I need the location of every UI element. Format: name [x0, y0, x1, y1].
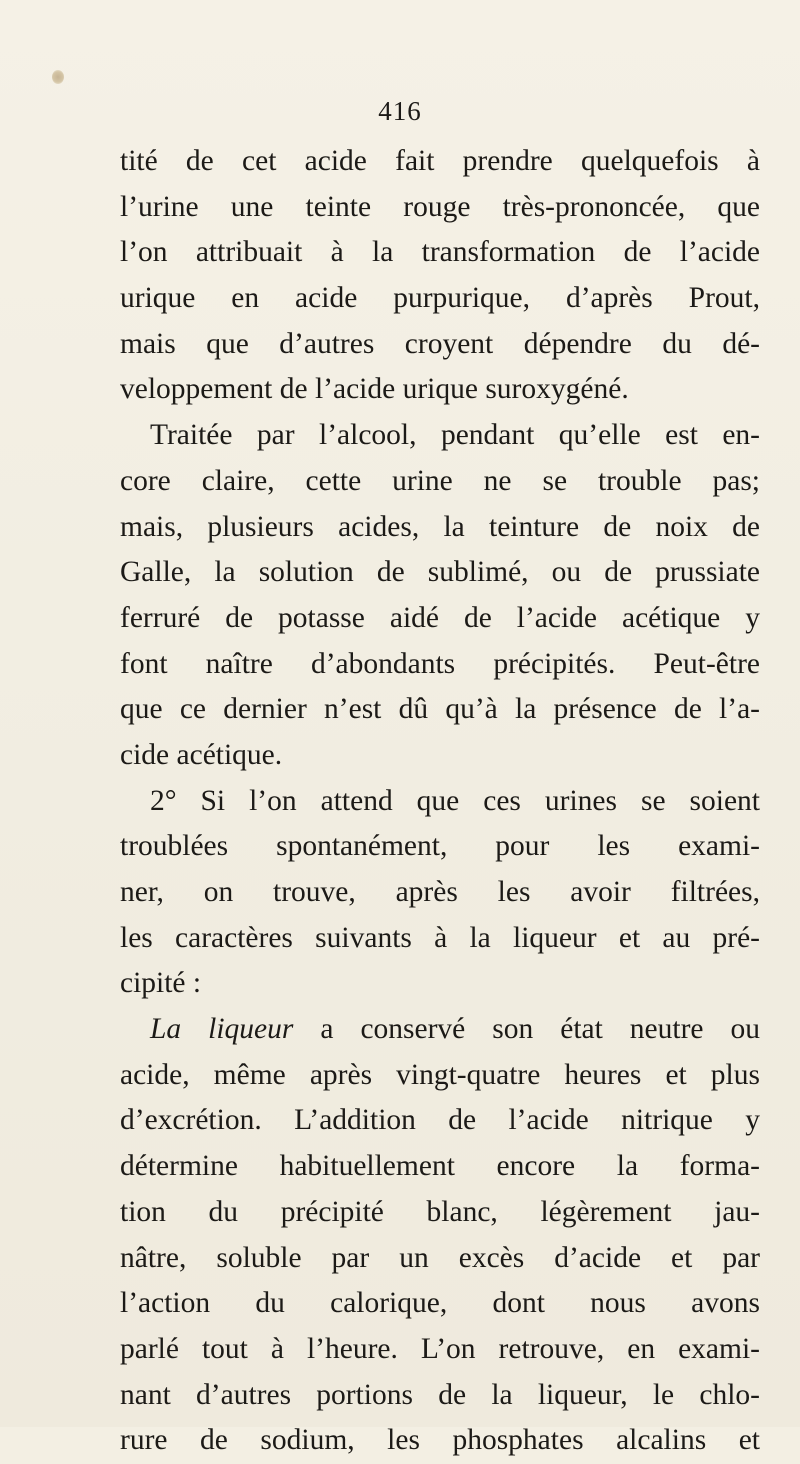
text-line [120, 916, 760, 962]
line-text: core claire, cette urine ne se trouble pas; [120, 464, 760, 497]
line-text: acide, même après vingt-quatre heures et plus [120, 1058, 760, 1091]
text-line [120, 139, 760, 185]
text-line [120, 1236, 760, 1282]
line-text: nant d’autres portions de la liqueur, le chlo- [120, 1378, 760, 1411]
line-text: ferruré de potasse aidé de l’acide acétique y [120, 601, 760, 634]
line-text: les caractères suivants à la liqueur et au pré- [120, 921, 760, 954]
line-text: mais que d’autres croyent dépendre du dé- [120, 327, 760, 360]
text-line [120, 185, 760, 231]
text-line [120, 733, 760, 779]
paragraph-start-line [120, 413, 760, 459]
line-text: l’action du calorique, dont nous avons [120, 1287, 760, 1320]
text-line [120, 505, 760, 551]
line-text: parlé tout à l’heure. L’on retrouve, en exami- [120, 1332, 760, 1365]
text-line [120, 870, 760, 916]
text-line [120, 367, 760, 413]
italic-term: La liqueur [150, 1013, 294, 1046]
text-line [120, 1098, 760, 1144]
text-line [120, 1190, 760, 1236]
line-text: l’urine une teinte rouge très-prononcée, que [120, 190, 760, 223]
text-line [120, 1281, 760, 1327]
text-line [120, 1373, 760, 1419]
text-line [120, 596, 760, 642]
paragraph-start-line [120, 1007, 760, 1053]
line-text: veloppement de l’acide urique suroxygéné. [120, 373, 629, 406]
line-text: 2° Si l’on attend que ces urines se soient [150, 784, 760, 817]
paragraph-start-line [120, 779, 760, 825]
body-text [120, 139, 760, 1464]
text-line [120, 687, 760, 733]
line-text: cipité : [120, 967, 202, 1000]
page-number: 416 [378, 96, 422, 126]
line-text: font naître d’abondants précipités. Peut-être [120, 647, 760, 680]
text-line [120, 642, 760, 688]
text-line [120, 459, 760, 505]
line-text: nâtre, soluble par un excès d’acide et par [120, 1241, 760, 1274]
text-line [120, 1144, 760, 1190]
line-text: Traitée par l’alcool, pendant qu’elle est en- [150, 419, 760, 452]
text-line [120, 230, 760, 276]
text-line [120, 322, 760, 368]
text-line [120, 550, 760, 596]
text-line [120, 276, 760, 322]
line-text: l’on attribuait à la transformation de l’acide [120, 236, 760, 269]
text-line [120, 1418, 760, 1464]
text-line [120, 961, 760, 1007]
text-line [120, 1053, 760, 1099]
line-text: cide acétique. [120, 738, 283, 771]
line-text: a conservé son état neutre ou [293, 1013, 760, 1046]
line-text: que ce dernier n’est dû qu’à la présence de l’a- [120, 693, 760, 726]
line-text: ner, on trouve, après les avoir filtrées, [120, 876, 760, 908]
line-text: tion du précipité blanc, légèrement jau- [120, 1195, 760, 1228]
ink-blot [52, 70, 64, 84]
line-text: détermine habituellement encore la forma- [120, 1150, 760, 1183]
line-text: urique en acide purpurique, d’après Prout, [120, 282, 760, 315]
line-text: rure de sodium, les phosphates alcalins et [120, 1424, 760, 1457]
text-line [120, 824, 760, 870]
line-text: mais, plusieurs acides, la teinture de noix de [120, 510, 760, 543]
line-text: d’excrétion. L’addition de l’acide nitrique y [120, 1104, 760, 1137]
line-text: Galle, la solution de sublimé, ou de prussiate [120, 556, 760, 589]
line-text: tité de cet acide fait prendre quelquefois à [120, 145, 760, 177]
text-line [120, 1327, 760, 1373]
line-text: troublées spontanément, pour les exami- [120, 830, 760, 863]
